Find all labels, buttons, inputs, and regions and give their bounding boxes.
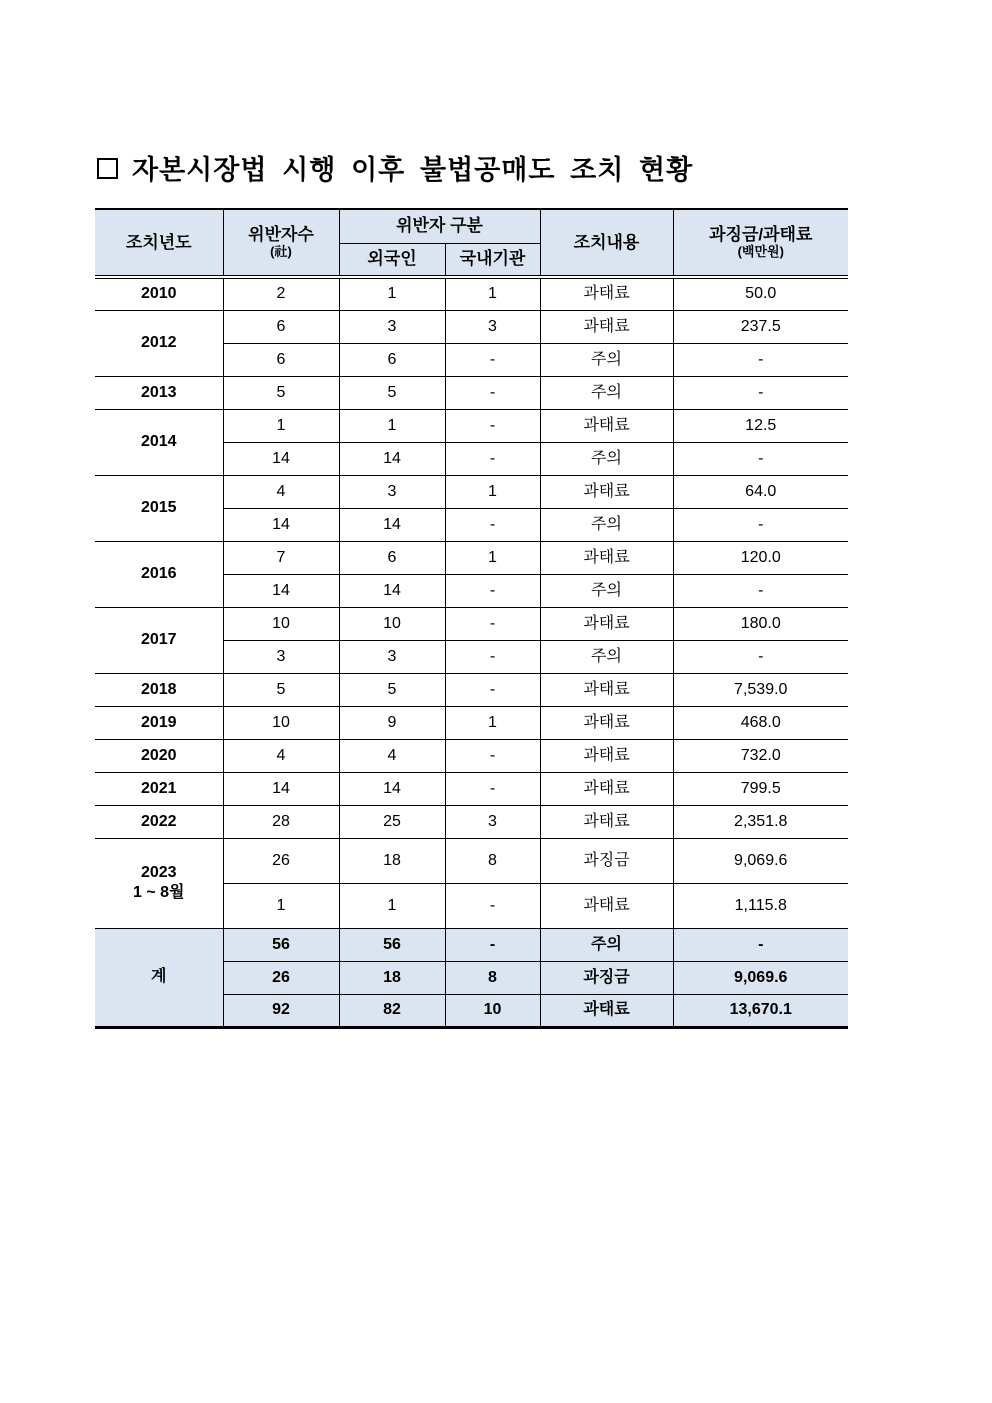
table-cell: 4: [223, 739, 339, 772]
table-cell: 50.0: [673, 277, 848, 310]
year-cell: [95, 739, 223, 772]
table-row: [95, 607, 848, 640]
year-label: 2022: [140, 812, 177, 830]
col-header-violators-unit: (社): [270, 243, 292, 259]
year-sublabel: 1 ~ 8월: [133, 884, 185, 901]
table-cell: -: [673, 442, 848, 475]
table-cell: 14: [339, 508, 445, 541]
table-cell: 6: [339, 541, 445, 574]
page-title-text: 자본시장법 시행 이후 불법공매도 조치 현황: [132, 155, 694, 185]
table-cell: 과태료: [540, 673, 673, 706]
year-cell: [95, 541, 223, 607]
table-cell: 9: [339, 706, 445, 739]
table-cell: 과징금: [540, 961, 673, 994]
table-cell: -: [445, 640, 540, 673]
table-cell: 주의: [540, 574, 673, 607]
col-header-penalty-unit: (백만원): [737, 243, 784, 259]
table-cell: -: [673, 640, 848, 673]
table-cell: 64.0: [673, 475, 848, 508]
table-cell: 8: [445, 961, 540, 994]
table-cell: 주의: [540, 928, 673, 961]
year-cell: [95, 706, 223, 739]
table-cell: 14: [223, 442, 339, 475]
table-cell: -: [445, 508, 540, 541]
table-cell: 3: [339, 310, 445, 343]
table-row: [95, 376, 848, 409]
table-cell: 5: [339, 673, 445, 706]
year-label: 2017: [140, 631, 177, 648]
table-cell: 18: [339, 961, 445, 994]
year-cell: [95, 376, 223, 409]
violation-table: [95, 208, 848, 1029]
year-label: 2012: [140, 334, 177, 351]
table-cell: 237.5: [673, 310, 848, 343]
table-cell: -: [445, 607, 540, 640]
table-cell: -: [673, 928, 848, 961]
table-cell: 25: [339, 805, 445, 838]
table-cell: -: [445, 928, 540, 961]
table-cell: 3: [445, 310, 540, 343]
year-label: 2018: [140, 680, 177, 698]
table-cell: 2: [223, 277, 339, 310]
table-cell: 14: [339, 442, 445, 475]
table-row: [95, 475, 848, 508]
year-label: 2015: [140, 499, 177, 516]
year-cell: [95, 409, 223, 475]
table-row: [95, 739, 848, 772]
table-cell: -: [673, 343, 848, 376]
table-cell: 과태료: [540, 883, 673, 928]
table-cell: 7: [223, 541, 339, 574]
table-cell: 과태료: [540, 409, 673, 442]
table-cell: 18: [339, 838, 445, 883]
table-cell: 과태료: [540, 739, 673, 772]
year-cell: [95, 772, 223, 805]
table-cell: 4: [339, 739, 445, 772]
table-cell: 1,115.8: [673, 883, 848, 928]
year-label: 2010: [140, 285, 177, 303]
table-row: [95, 409, 848, 442]
table-cell: 9,069.6: [673, 838, 848, 883]
table-row: [95, 277, 848, 310]
table-cell: 1: [339, 409, 445, 442]
header-row-1: [95, 209, 848, 243]
table-cell: 1: [223, 409, 339, 442]
col-header-foreign: 외국인: [339, 243, 445, 277]
table-cell: 1: [339, 883, 445, 928]
table-row: [95, 541, 848, 574]
year-cell: [95, 673, 223, 706]
table-cell: 1: [339, 277, 445, 310]
table-cell: 14: [223, 574, 339, 607]
year-cell: [95, 310, 223, 376]
table-cell: 1: [445, 277, 540, 310]
table-cell: 26: [223, 838, 339, 883]
table-cell: -: [445, 343, 540, 376]
table-cell: 56: [223, 928, 339, 961]
square-bullet-icon: [97, 158, 118, 179]
col-header-year-label: 조치년도: [125, 232, 192, 252]
table-cell: 과태료: [540, 277, 673, 310]
table-cell: 1: [445, 541, 540, 574]
table-cell: -: [445, 739, 540, 772]
table-cell: 주의: [540, 343, 673, 376]
table-cell: 5: [339, 376, 445, 409]
table-row: [95, 673, 848, 706]
table-cell: -: [445, 772, 540, 805]
col-header-penalty: [673, 209, 848, 277]
table-header: [95, 209, 848, 277]
year-cell: [95, 475, 223, 541]
table-cell: 82: [339, 994, 445, 1027]
table-cell: 과태료: [540, 994, 673, 1027]
year-label: 계: [151, 968, 167, 985]
table-cell: 3: [223, 640, 339, 673]
year-cell: [95, 607, 223, 673]
year-cell: [95, 277, 223, 310]
table-cell: 주의: [540, 640, 673, 673]
year-label: 2016: [140, 565, 177, 582]
year-label: 2021: [140, 779, 177, 797]
table-cell: 주의: [540, 442, 673, 475]
table-cell: 14: [339, 772, 445, 805]
table-cell: 3: [339, 640, 445, 673]
table-row: [95, 838, 848, 883]
year-cell: [95, 805, 223, 838]
table-cell: 과태료: [540, 706, 673, 739]
table-cell: 2,351.8: [673, 805, 848, 838]
table-row: [95, 706, 848, 739]
table-cell: 과태료: [540, 805, 673, 838]
year-label: 2013: [140, 383, 177, 401]
table-cell: -: [445, 883, 540, 928]
table-cell: 과태료: [540, 541, 673, 574]
table-cell: 7,539.0: [673, 673, 848, 706]
year-cell: [95, 928, 223, 1027]
table-cell: 3: [445, 805, 540, 838]
table-cell: 과태료: [540, 475, 673, 508]
table-cell: 732.0: [673, 739, 848, 772]
table-cell: -: [445, 376, 540, 409]
table-cell: 26: [223, 961, 339, 994]
table-cell: -: [445, 673, 540, 706]
table-cell: 9,069.6: [673, 961, 848, 994]
table-cell: 12.5: [673, 409, 848, 442]
table-cell: 과태료: [540, 772, 673, 805]
year-label: 2020: [140, 746, 177, 764]
table-cell: 13,670.1: [673, 994, 848, 1027]
table-cell: 14: [339, 574, 445, 607]
table-row: [95, 310, 848, 343]
table-body: [95, 277, 848, 1027]
table-cell: -: [673, 574, 848, 607]
table-cell: 468.0: [673, 706, 848, 739]
table-cell: -: [673, 376, 848, 409]
table-cell: 6: [223, 343, 339, 376]
year-label: 2014: [140, 433, 177, 450]
table-cell: 8: [445, 838, 540, 883]
col-header-violators-label: 위반자수: [248, 225, 314, 245]
table-cell: 6: [223, 310, 339, 343]
table-cell: 주의: [540, 376, 673, 409]
table-cell: 14: [223, 772, 339, 805]
table-cell: -: [673, 508, 848, 541]
table-cell: 799.5: [673, 772, 848, 805]
table-cell: 1: [445, 475, 540, 508]
year-cell: [95, 838, 223, 928]
table-cell: 10: [445, 994, 540, 1027]
table-cell: 14: [223, 508, 339, 541]
table-cell: 과태료: [540, 607, 673, 640]
table-cell: 과징금: [540, 838, 673, 883]
table-row: [95, 805, 848, 838]
year-label: 2019: [140, 713, 177, 731]
table-row: [95, 772, 848, 805]
table-cell: 3: [339, 475, 445, 508]
year-label: 2023: [140, 864, 177, 881]
table-cell: -: [445, 442, 540, 475]
col-header-domestic: 국내기관: [445, 243, 540, 277]
col-header-year: [95, 209, 223, 277]
table-cell: 1: [223, 883, 339, 928]
table-cell: -: [445, 574, 540, 607]
table-cell: 과태료: [540, 310, 673, 343]
table-cell: 1: [445, 706, 540, 739]
table-cell: 4: [223, 475, 339, 508]
col-header-action: 조치내용: [540, 209, 673, 277]
table-cell: 10: [339, 607, 445, 640]
table-cell: 180.0: [673, 607, 848, 640]
table-cell: 6: [339, 343, 445, 376]
table-cell: 5: [223, 673, 339, 706]
page-title: [97, 148, 992, 187]
table-cell: 주의: [540, 508, 673, 541]
table-cell: -: [445, 409, 540, 442]
table-cell: 10: [223, 607, 339, 640]
col-header-penalty-label: 과징금/과태료: [709, 225, 813, 245]
table-cell: 28: [223, 805, 339, 838]
table-cell: 56: [339, 928, 445, 961]
col-header-violator-type: 위반자 구분: [339, 209, 540, 243]
table-cell: 92: [223, 994, 339, 1027]
table-cell: 10: [223, 706, 339, 739]
col-header-violators: [223, 209, 339, 277]
table-cell: 120.0: [673, 541, 848, 574]
table-cell: 5: [223, 376, 339, 409]
table-row: [95, 928, 848, 961]
